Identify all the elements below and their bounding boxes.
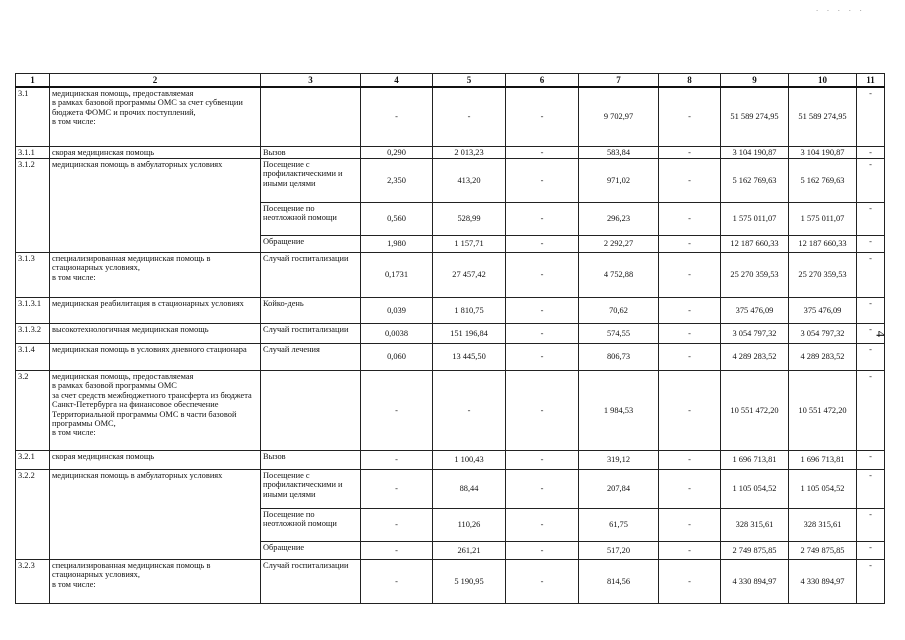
cell-col11: - (857, 87, 885, 146)
cell-col7: 2 292,27 (579, 235, 659, 252)
row-name: медицинская реабилитация в стационарных условиях (50, 297, 261, 323)
cell-col7: 517,20 (579, 541, 659, 559)
table-row (16, 297, 885, 323)
table-row (16, 469, 885, 508)
header-cell: 3 (261, 74, 361, 88)
cell-col6: - (506, 202, 579, 235)
row-unit: Посещение по неотложной помощи (261, 202, 361, 235)
table-row (16, 323, 885, 343)
cell-col4: - (361, 469, 433, 508)
row-name: скорая медицинская помощь (50, 450, 261, 469)
row-unit: Случай лечения (261, 343, 361, 370)
cell-col9: 4 330 894,97 (721, 559, 789, 603)
cell-col9: 1 696 713,81 (721, 450, 789, 469)
cell-col8: - (659, 252, 721, 297)
cell-col6: - (506, 158, 579, 202)
cell-col7: 583,84 (579, 146, 659, 158)
cell-col9: 5 162 769,63 (721, 158, 789, 202)
row-unit: Посещение с профилактическими и иными целями (261, 469, 361, 508)
row-unit: Вызов (261, 450, 361, 469)
cell-col6: - (506, 343, 579, 370)
header-cell: 5 (433, 74, 506, 88)
row-unit (261, 87, 361, 146)
row-unit: Обращение (261, 235, 361, 252)
cell-col10: 1 105 054,52 (789, 469, 857, 508)
row-unit: Случай госпитализации (261, 252, 361, 297)
cell-col4: 0,060 (361, 343, 433, 370)
row-code: 3.2.3 (16, 559, 50, 603)
table-row (16, 146, 885, 158)
cell-col4: 0,0038 (361, 323, 433, 343)
header-cell: 7 (579, 74, 659, 88)
cell-col10: 3 104 190,87 (789, 146, 857, 158)
header-cell: 8 (659, 74, 721, 88)
cell-col11: - (857, 508, 885, 541)
cell-col8: - (659, 469, 721, 508)
row-unit: Обращение (261, 541, 361, 559)
cell-col5: 528,99 (433, 202, 506, 235)
header-cell: 1 (16, 74, 50, 88)
cell-col9: 25 270 359,53 (721, 252, 789, 297)
cell-col10: 1 696 713,81 (789, 450, 857, 469)
row-name: специализированная медицинская помощь в стационарных условиях, в том числе: (50, 559, 261, 603)
row-code: 3.1.3.2 (16, 323, 50, 343)
header-cell: 2 (50, 74, 261, 88)
cell-col8: - (659, 323, 721, 343)
cell-col7: 4 752,88 (579, 252, 659, 297)
row-name: медицинская помощь в амбулаторных условиях (50, 469, 261, 559)
cell-col6: - (506, 541, 579, 559)
cell-col10: 3 054 797,32 (789, 323, 857, 343)
cell-col8: - (659, 235, 721, 252)
cell-col10: 10 551 472,20 (789, 370, 857, 450)
cell-col7: 70,62 (579, 297, 659, 323)
table-row (16, 158, 885, 202)
cell-col9: 4 289 283,52 (721, 343, 789, 370)
header-cell: 10 (789, 74, 857, 88)
cell-col4: 0,290 (361, 146, 433, 158)
row-name: медицинская помощь в амбулаторных условиях (50, 158, 261, 252)
cell-col10: 12 187 660,33 (789, 235, 857, 252)
cell-col8: - (659, 370, 721, 450)
table-row (16, 343, 885, 370)
cell-col10: 1 575 011,07 (789, 202, 857, 235)
cell-col11: - (857, 370, 885, 450)
cell-col7: 61,75 (579, 508, 659, 541)
table-row (16, 252, 885, 297)
cell-col11: - (857, 343, 885, 370)
cell-col6: - (506, 252, 579, 297)
header-cell: 6 (506, 74, 579, 88)
cell-col11: - (857, 559, 885, 603)
cell-col4: - (361, 370, 433, 450)
cell-col6: - (506, 297, 579, 323)
cell-col10: 4 289 283,52 (789, 343, 857, 370)
row-unit: Случай госпитализации (261, 559, 361, 603)
cell-col10: 375 476,09 (789, 297, 857, 323)
cell-col6: - (506, 370, 579, 450)
cell-col8: - (659, 297, 721, 323)
cell-col9: 51 589 274,95 (721, 87, 789, 146)
cell-col7: 814,56 (579, 559, 659, 603)
cell-col10: 2 749 875,85 (789, 541, 857, 559)
cell-col8: - (659, 146, 721, 158)
cell-col5: 261,21 (433, 541, 506, 559)
cell-col11: - (857, 323, 885, 343)
cell-col5: 13 445,50 (433, 343, 506, 370)
cell-col8: - (659, 158, 721, 202)
row-unit: Койко-день (261, 297, 361, 323)
cell-col7: 207,84 (579, 469, 659, 508)
cell-col8: - (659, 508, 721, 541)
cell-col10: 4 330 894,97 (789, 559, 857, 603)
cell-col9: 2 749 875,85 (721, 541, 789, 559)
cell-col8: - (659, 87, 721, 146)
page-number: 4 (872, 330, 888, 338)
cell-col5: 1 100,43 (433, 450, 506, 469)
cell-col4: - (361, 559, 433, 603)
cell-col5: 151 196,84 (433, 323, 506, 343)
row-code: 3.2 (16, 370, 50, 450)
cell-col9: 375 476,09 (721, 297, 789, 323)
cell-col4: 0,1731 (361, 252, 433, 297)
cell-col4: 0,560 (361, 202, 433, 235)
cell-col9: 1 105 054,52 (721, 469, 789, 508)
header-row (16, 74, 885, 88)
table-row (16, 559, 885, 603)
row-code: 3.1.1 (16, 146, 50, 158)
cell-col8: - (659, 202, 721, 235)
row-code: 3.1.4 (16, 343, 50, 370)
row-name: специализированная медицинская помощь в стационарных условиях, в том числе: (50, 252, 261, 297)
cell-col5: 1 810,75 (433, 297, 506, 323)
cell-col8: - (659, 559, 721, 603)
cell-col11: - (857, 297, 885, 323)
cell-col9: 12 187 660,33 (721, 235, 789, 252)
row-unit: Посещение по неотложной помощи (261, 508, 361, 541)
cell-col4: - (361, 508, 433, 541)
cell-col5: 5 190,95 (433, 559, 506, 603)
cell-col9: 1 575 011,07 (721, 202, 789, 235)
row-code: 3.2.2 (16, 469, 50, 559)
cell-col7: 574,55 (579, 323, 659, 343)
cell-col5: - (433, 87, 506, 146)
cell-col7: 9 702,97 (579, 87, 659, 146)
cell-col5: 2 013,23 (433, 146, 506, 158)
cell-col10: 25 270 359,53 (789, 252, 857, 297)
cell-col9: 3 104 190,87 (721, 146, 789, 158)
cell-col5: 88,44 (433, 469, 506, 508)
row-unit: Посещение с профилактическими и иными целями (261, 158, 361, 202)
row-name: медицинская помощь, предоставляемая в рамках базовой программы ОМС за счет средств межбюджетного трансферта из бюджета Санкт-Петербурга на финансовое обеспечение Территориальной программы ОМС в части базовой программы ОМС, в том числе: (50, 370, 261, 450)
row-unit: Случай госпитализации (261, 323, 361, 343)
row-code: 3.1.3 (16, 252, 50, 297)
row-code: 3.1.3.1 (16, 297, 50, 323)
cell-col6: - (506, 450, 579, 469)
cell-col7: 806,73 (579, 343, 659, 370)
table-row (16, 450, 885, 469)
row-unit (261, 370, 361, 450)
header-cell: 4 (361, 74, 433, 88)
cell-col10: 51 589 274,95 (789, 87, 857, 146)
cell-col4: 0,039 (361, 297, 433, 323)
cell-col11: - (857, 158, 885, 202)
row-name: высокотехнологичная медицинская помощь (50, 323, 261, 343)
cell-col5: - (433, 370, 506, 450)
cell-col11: - (857, 541, 885, 559)
cell-col9: 10 551 472,20 (721, 370, 789, 450)
cell-col4: 1,980 (361, 235, 433, 252)
header-cell: 9 (721, 74, 789, 88)
budget-table (15, 73, 885, 604)
table-row (16, 370, 885, 450)
cell-col7: 319,12 (579, 450, 659, 469)
cell-col8: - (659, 343, 721, 370)
cell-col8: - (659, 450, 721, 469)
cell-col5: 110,26 (433, 508, 506, 541)
row-name: медицинская помощь, предоставляемая в рамках базовой программы ОМС за счет субвенции бюджета ФОМС и прочих поступлений, в том числе: (50, 87, 261, 146)
cell-col6: - (506, 469, 579, 508)
cell-col5: 27 457,42 (433, 252, 506, 297)
header-cell: 11 (857, 74, 885, 88)
row-code: 3.1 (16, 87, 50, 146)
cell-col5: 413,20 (433, 158, 506, 202)
cell-col6: - (506, 235, 579, 252)
cell-col11: - (857, 252, 885, 297)
cell-col9: 328 315,61 (721, 508, 789, 541)
cell-col11: - (857, 146, 885, 158)
cell-col9: 3 054 797,32 (721, 323, 789, 343)
cell-col11: - (857, 469, 885, 508)
cell-col10: 328 315,61 (789, 508, 857, 541)
cell-col6: - (506, 87, 579, 146)
row-name: скорая медицинская помощь (50, 146, 261, 158)
cell-col7: 971,02 (579, 158, 659, 202)
cell-col8: - (659, 541, 721, 559)
scan-marks: · · · · · (815, 6, 865, 15)
cell-col4: - (361, 450, 433, 469)
cell-col6: - (506, 559, 579, 603)
cell-col7: 296,23 (579, 202, 659, 235)
cell-col10: 5 162 769,63 (789, 158, 857, 202)
cell-col7: 1 984,53 (579, 370, 659, 450)
cell-col6: - (506, 508, 579, 541)
row-name: медицинская помощь в условиях дневного стационара (50, 343, 261, 370)
cell-col4: - (361, 541, 433, 559)
cell-col11: - (857, 202, 885, 235)
table-row (16, 87, 885, 146)
row-unit: Вызов (261, 146, 361, 158)
cell-col4: 2,350 (361, 158, 433, 202)
row-code: 3.1.2 (16, 158, 50, 252)
cell-col11: - (857, 450, 885, 469)
row-code: 3.2.1 (16, 450, 50, 469)
cell-col4: - (361, 87, 433, 146)
cell-col5: 1 157,71 (433, 235, 506, 252)
cell-col11: - (857, 235, 885, 252)
cell-col6: - (506, 323, 579, 343)
cell-col6: - (506, 146, 579, 158)
